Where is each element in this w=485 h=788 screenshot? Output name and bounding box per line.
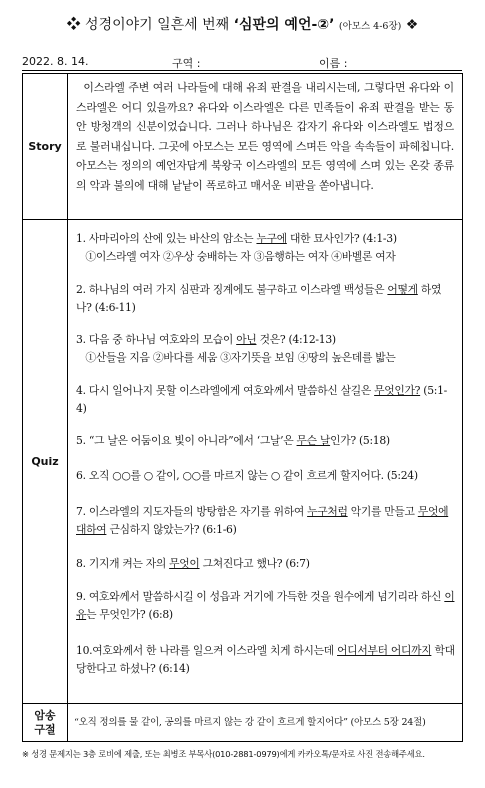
question-9: 9. 여호와께서 말씀하시길 이 성읍과 거기에 가득한 것을 원수에게 넘기리라 하신 이유는 무엇인가? (6:8)	[76, 590, 455, 621]
title-suffix: ❖	[401, 17, 419, 33]
question-1-options: ①이스라엘 여자 ②우상 숭배하는 자 ③음행하는 여자 ④바벨론 여자	[85, 249, 396, 263]
memory-verse-row	[23, 704, 463, 742]
quiz-area	[68, 220, 462, 703]
name-field[interactable]: 이름 :	[319, 57, 348, 70]
question-5: 5. “그 날은 어둠이요 빛이 아니라”에서 ‘그날’은 무슨 날인가? (5:18)	[76, 434, 390, 447]
question-6: 6. 오직 ○○를 ○ 같이, ○○를 마르지 않는 ○ 같이 흐르게 할지어다. (5:24)	[76, 469, 418, 482]
question-7: 7. 이스라엘의 지도자들의 방탕함은 자기를 위하여 누구처럼 악기를 만들고 무엇에 대하여 근심하지 않았는가? (6:1-6)	[76, 505, 449, 536]
zone-field[interactable]: 구역 :	[172, 57, 201, 70]
title-reference: (아모스 4-6장)	[338, 21, 402, 32]
question-8: 8. 기지개 켜는 자의 무엇이 그쳐진다고 했나? (6:7)	[76, 557, 310, 570]
story-row	[23, 74, 463, 220]
story-body: 이스라엘 주변 여러 나라들에 대해 유죄 판결을 내리시는데, 그렇다면 유다와 이스라엘은 어디 있을까요? 유다와 이스라엘은 다른 민족들이 유죄 판결을 받는 동안 방청객의 신분이었습니다. 그러나 하나님은 갑자기 유다와 이스라엘도 법정으로 불러내십니다. 그곳에 아모스는 모든 영역에 스며든 악을 속속들이 파헤칩니다. 아모스는 정의의 예언자답게 북왕국 이스라엘의 모든 영역에 스며 있는 온갖 종류의 악과 불의에 대해 낱낱이 폭로하고 매서운 비판을 쏟아냅니다.	[76, 81, 454, 192]
memory-verse-label: 암송 구절	[23, 704, 68, 742]
question-3-options: ①산들을 지음 ②바다를 세움 ③자기뜻을 보임 ④땅의 높은데를 밟는	[85, 350, 396, 364]
story-label: Story	[23, 74, 68, 220]
question-10: 10.여호와께서 한 나라를 일으켜 이스라엘 치게 하시는데 어디서부터 어디까지 학대 당한다고 하셨나? (6:14)	[76, 644, 455, 675]
title-prefix: ❖ 성경이야기 일흔세 번째	[66, 17, 234, 33]
meta-divider	[22, 70, 462, 71]
quiz-label: Quiz	[23, 220, 68, 704]
footer-note: ※ 성경 문제지는 3층 로비에 제출, 또는 최병조 부목사(010-2881-0979)에게 카카오톡/문자로 사진 전송해주세요.	[22, 749, 425, 759]
worksheet-title	[0, 14, 485, 34]
question-2: 2. 하나님의 여러 가지 심판과 징계에도 불구하고 이스라엘 백성들은 어떻게 하였나? (4:6-11)	[76, 283, 442, 314]
question-1: 1. 사마리아의 산에 있는 바산의 암소는 누구에 대한 묘사인가? (4:1-3) ①이스라엘 여자 ②우상 숭배하는 자 ③음행하는 여자 ④바벨론 여자	[76, 232, 397, 263]
date: 2022. 8. 14.	[22, 55, 89, 68]
story-text	[68, 74, 462, 219]
title-main: ‘심판의 예언-②’	[233, 17, 335, 33]
quiz-row	[23, 220, 463, 704]
question-4: 4. 다시 일어나지 못할 이스라엘에게 여호와께서 말씀하신 살길은 무엇인가? (5:1-4)	[76, 384, 448, 415]
memory-verse-text: “오직 정의를 물 같이, 공의를 마르지 않는 강 같이 흐르게 할지어다” (아모스 5장 24절)	[74, 717, 426, 728]
worksheet-table	[22, 73, 463, 742]
question-3: 3. 다음 중 하나님 여호와의 모습이 아닌 것은? (4:12-13) ①산들을 지음 ②바다를 세움 ③자기뜻을 보임 ④땅의 높은데를 밟는	[76, 333, 396, 364]
